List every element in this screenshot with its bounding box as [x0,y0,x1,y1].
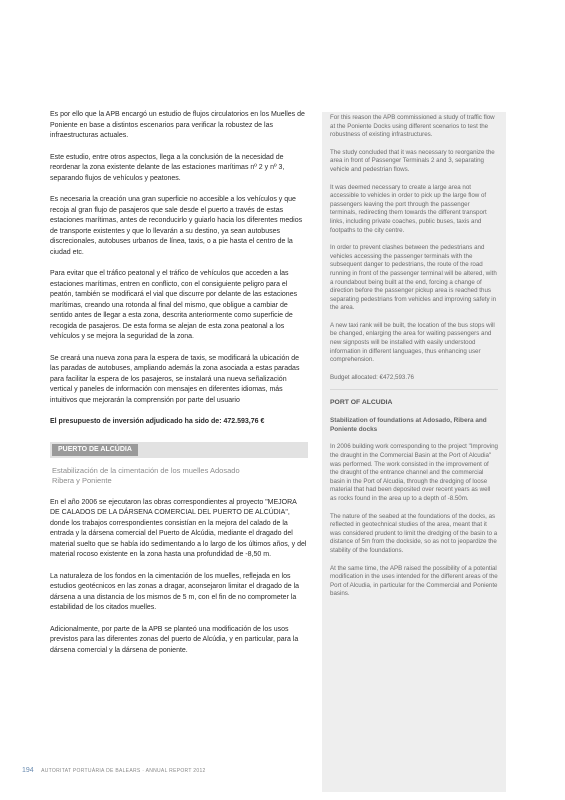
paragraph: Es necesaria la creación una gran superficie no accesible a los vehículos y que recoja al gran flujo de pasajeros que sale desde el puerto a través de estas estaciones marítimas, antes de reconducirlo y guiarlo hacia los diferentes medios de transporte existentes y que lo llevarán a su destino, ya sean autobuses discrecionales, autobuses urbanos de línea, taxis, o a pie hasta el centro de la ciudad etc. [50,196,303,256]
paragraph: In 2006 building work corresponding to the project "Improving the draught in the Commercial Basin at the Port of Alcudia" was performed. The work consisted in the improvement of the draught of the entrance channel and the commercial basin in the Port of Alcudia, through the dredging of loose material that had been deposited over recent years as well as rocks found in the area up to a depth of -8.50m. [330,443,498,502]
section-subheading: Stabilization of foundations at Adosado, Ribera and Poniente docks [330,417,487,434]
paragraph: La naturaleza de los fondos en la cimentación de los muelles, reflejada en los estudios geotécnicos en las zonas a dragar, aconsejaron limitar el dragado de la dársena a una distancia de los mismos de 5 m, con el fin de no comprometer la estabilidad de los citados muelles. [50,572,300,611]
paragraph: Adicionalmente, por parte de la APB se planteó una modificación de los usos previstos para las diferentes zonas del puerto de Alcúdia, y en particular, para la dársena comercial y la dársena de poniente. [50,625,299,654]
page-number: 194 [22,767,34,774]
subtitle-line-1: Estabilización de la cimentación de los muelles Adosado [52,465,240,475]
section-heading: PORT OF ALCUDIA [330,399,393,407]
paragraph: A new taxi rank will be built, the location of the bus stops will be changed, enlarging the area for waiting passengers and new signposts will be installed with easily understood information in different languages, thus enhancing user comprehension. [330,321,495,364]
section-header-bar [50,442,308,458]
paragraph: At the same time, the APB raised the possibility of a potential modification in the uses intended for the different areas of the Port of Alcudia, in particular for the Commercial and Poniente basins. [330,564,498,598]
paragraph: Este estudio, entre otros aspectos, llega a la conclusión de la necesidad de reordenar la zona existente delante de las estaciones marítimas nº 2 y nº 3, separando flujos de vehículos y peatones. [50,153,285,182]
budget-line: Budget allocated: €472,593.76 [330,373,414,381]
page-footer [22,767,206,774]
budget-line: El presupuesto de inversión adjudicado ha sido de: 472.593,76 € [50,418,265,425]
paragraph: Es por ello que la APB encargó un estudio de flujos circulatorios en los Muelles de Poniente en base a distintos escenarios para verificar la robustez de las infraestructuras actuales. [50,111,305,139]
subtitle-line-2: Ribera y Poniente [52,475,112,485]
paragraph: Se creará una nueva zona para la espera de taxis, se modificará la ubicación de las paradas de autobuses, ampliando además la zona asociada a estas paradas para facilitar la espera de los pasajeros, se instalará una nueva señalización vertical y paneles de información con mensajes en diferentes idiomas, más intuitivos que mejorarán la comprensión por parte del usuario [50,354,300,404]
paragraph: En el año 2006 se ejecutaron las obras correspondientes al proyecto "MEJORA DE CALADOS DE LA DÁRSENA COMERCIAL DEL PUERTO DE ALCÚDIA", donde los trabajos correspondientes consistían en la mejora del calado de la entrada y la dársena comercial del Puerto de Alcúdia, mediante el dragado del material suelto que se había ido sedimentando a lo largo de los últimos años, y del material rocoso existente en la zona hasta una profundidad de -8,50 m. [50,498,307,558]
divider [330,389,498,390]
paragraph: It was deemed necessary to create a large area not accessible to vehicles in order to pick up the large flow of passengers leaving the port through the passenger terminals, redirecting them towards the different transport links, including private coaches, public buses, taxis and footpaths to the city centre. [330,183,487,234]
paragraph: For this reason the APB commissioned a study of traffic flow at the Poniente Docks using different scenarios to test the robustness of existing infrastructures. [330,114,495,139]
paragraph: The nature of the seabed at the foundations of the docks, as reflected in geotechnical studies of the area, meant that it was considered prudent to limit the dredging of the basin to a distance of 5m from the dockside, so as not to jeopardize the stability of the foundations. [330,512,498,554]
paragraph: The study concluded that it was necessary to reorganize the area in front of Passenger Terminals 2 and 3, separating vehicle and pedestrian flows. [330,148,495,173]
section-subtitle [52,466,308,486]
spanish-column [50,110,308,667]
footer-text: AUTORITAT PORTUÀRIA DE BALEARS · ANNUAL REPORT 2012 [41,768,206,774]
paragraph: Para evitar que el tráfico peatonal y el tráfico de vehículos que acceden a las estaciones marítimas, entren en conflicto, con el consiguiente peligro para el peatón, también se modificará el vial que discurre por delante de las estaciones marítimas, creando una rotonda al final del mismo, que obligue a cambiar de sentido antes de llegar a esta zona, descrita anteriormente como superficie de recogida de pasajeros. De esta forma se alejan de esta zona peatonal a los vehículos y se mejora la seguridad de la zona. [50,270,298,340]
section-label: PUERTO DE ALCÚDIA [52,444,138,456]
paragraph: In order to prevent clashes between the pedestrians and vehicles accessing the passenger terminals with the subsequent danger to pedestrians, the route of the road running in front of the passenger terminal will be altered, with a roundabout being built at the end, forcing a change of direction before the passenger pickup area is reached thus separating pedestrians from vehicles and improving safety in the area. [330,244,497,312]
english-column [322,112,506,792]
